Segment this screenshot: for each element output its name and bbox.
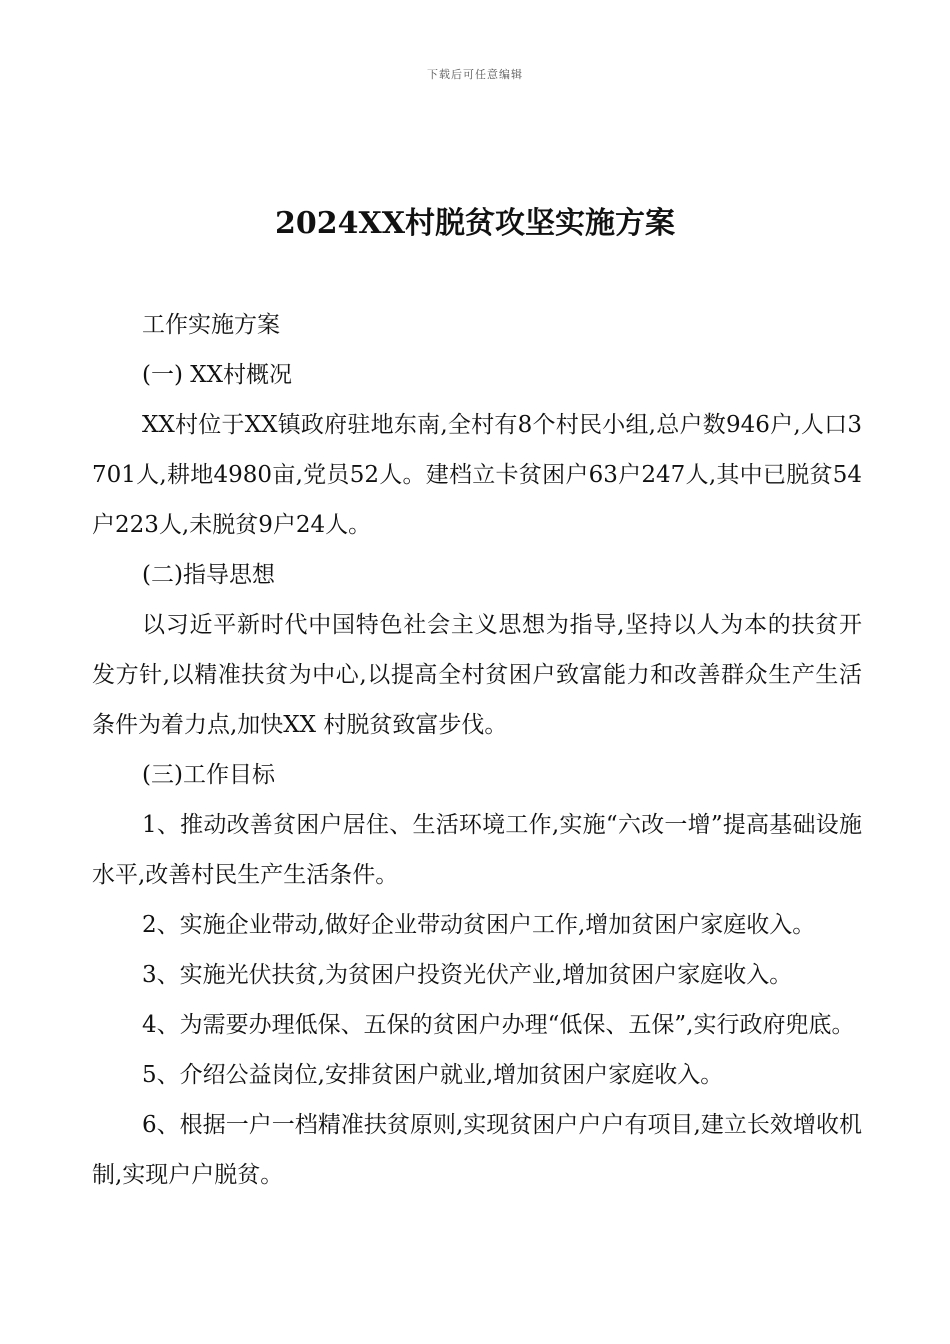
paragraph-section-label: 工作实施方案 <box>142 312 280 338</box>
heading-work-goals: (三)工作目标 <box>142 762 275 788</box>
goal-item-6: 6、根据一户一档精准扶贫原则,实现贫困户户户有项目,建立长效增收机制,实现户户脱贫。 <box>92 1112 862 1188</box>
page-header-note: 下载后可任意编辑 <box>427 68 523 81</box>
document-title: 2024XX村脱贫攻坚实施方案 <box>274 206 676 241</box>
goal-item-4: 4、为需要办理低保、五保的贫困户办理“低保、五保”,实行政府兜底。 <box>142 1012 855 1038</box>
document-body <box>92 300 862 1200</box>
paragraph-village-overview: XX村位于XX镇政府驻地东南,全村有8个村民小组,总户数946户,人口3701人,耕地4980亩,党员52人。建档立卡贫困户63户247人,其中已脱贫54户223人,未脱贫9户24人。 <box>92 412 862 538</box>
paragraph-guiding-ideology: 以习近平新时代中国特色社会主义思想为指导,坚持以人为本的扶贫开发方针,以精准扶贫为中心,以提高全村贫困户致富能力和改善群众生产生活条件为着力点,加快XX 村脱贫致富步伐。 <box>92 612 862 738</box>
goal-item-3: 3、实施光伏扶贫,为贫困户投资光伏产业,增加贫困户家庭收入。 <box>142 962 793 988</box>
goal-item-5: 5、介绍公益岗位,安排贫困户就业,增加贫困户家庭收入。 <box>142 1062 724 1088</box>
heading-village-overview: (一) XX村概况 <box>142 362 293 388</box>
goal-item-2: 2、实施企业带动,做好企业带动贫困户工作,增加贫困户家庭收入。 <box>142 912 816 938</box>
heading-guiding-ideology: (二)指导思想 <box>142 562 275 588</box>
goal-item-1: 1、推动改善贫困户居住、生活环境工作,实施“六改一增”提高基础设施水平,改善村民生产生活条件。 <box>92 812 862 888</box>
